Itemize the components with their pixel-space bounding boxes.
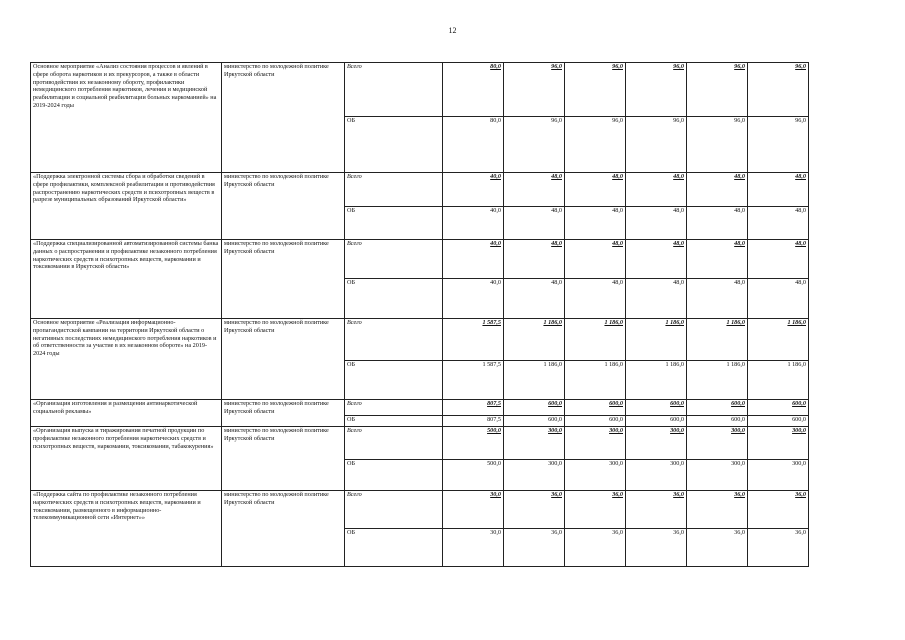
funding-source-ob: ОБ (345, 117, 443, 173)
ob-value: 1 186,0 (687, 361, 748, 400)
ob-value: 1 186,0 (565, 361, 626, 400)
total-value: 48,0 (565, 240, 626, 279)
activity-name: «Организация выпуска и тиражирования печатной продукции по профилактике незаконного потребления наркотических средств и психотропных веществ, наркомании, токсикомании, табакокурения» (31, 427, 222, 491)
total-value: 600,0 (748, 400, 809, 416)
ob-value: 300,0 (504, 460, 565, 491)
activity-name: «Поддержка специализированной автоматизированной системы банка данных о распространении и профилактике незаконного потребления наркотических средств и психотропных веществ, наркомании и токсикомании в Иркутской области» (31, 240, 222, 319)
total-value: 48,0 (504, 240, 565, 279)
table-row (31, 173, 809, 207)
ob-value: 48,0 (565, 207, 626, 240)
executor: министерство по молодежной политике Иркутской области (222, 63, 345, 173)
ob-value: 1 186,0 (748, 361, 809, 400)
total-value: 1 186,0 (504, 319, 565, 361)
total-value: 48,0 (504, 173, 565, 207)
ob-value: 1 186,0 (626, 361, 687, 400)
funding-source-ob: ОБ (345, 416, 443, 427)
ob-value: 96,0 (687, 117, 748, 173)
page-number: 12 (448, 26, 457, 35)
total-value: 48,0 (748, 240, 809, 279)
total-value: 807,5 (443, 400, 504, 416)
ob-value: 96,0 (504, 117, 565, 173)
ob-value: 36,0 (504, 529, 565, 567)
total-value: 600,0 (687, 400, 748, 416)
funding-source-ob: ОБ (345, 361, 443, 400)
table-row (31, 400, 809, 416)
ob-value: 300,0 (626, 460, 687, 491)
ob-value: 600,0 (748, 416, 809, 427)
total-value: 48,0 (626, 240, 687, 279)
funding-source-total: Всего (345, 63, 443, 117)
ob-value: 807,5 (443, 416, 504, 427)
total-value: 80,0 (443, 63, 504, 117)
total-value: 500,0 (443, 427, 504, 460)
ob-value: 1 186,0 (504, 361, 565, 400)
ob-value: 600,0 (687, 416, 748, 427)
total-value: 1 587,5 (443, 319, 504, 361)
table-row (31, 427, 809, 460)
executor: министерство по молодежной политике Иркутской области (222, 240, 345, 319)
ob-value: 48,0 (687, 279, 748, 319)
ob-value: 36,0 (565, 529, 626, 567)
total-value: 300,0 (504, 427, 565, 460)
ob-value: 80,0 (443, 117, 504, 173)
ob-value: 48,0 (504, 207, 565, 240)
executor: министерство по молодежной политике Иркутской области (222, 173, 345, 240)
total-value: 300,0 (626, 427, 687, 460)
ob-value: 40,0 (443, 207, 504, 240)
ob-value: 300,0 (748, 460, 809, 491)
total-value: 300,0 (748, 427, 809, 460)
total-value: 36,0 (565, 491, 626, 529)
total-value: 300,0 (687, 427, 748, 460)
total-value: 96,0 (626, 63, 687, 117)
total-value: 48,0 (565, 173, 626, 207)
total-value: 1 186,0 (565, 319, 626, 361)
ob-value: 48,0 (626, 207, 687, 240)
funding-source-ob: ОБ (345, 207, 443, 240)
funding-source-total: Всего (345, 319, 443, 361)
total-value: 36,0 (687, 491, 748, 529)
ob-value: 600,0 (626, 416, 687, 427)
executor: министерство по молодежной политике Иркутской области (222, 491, 345, 567)
total-value: 600,0 (626, 400, 687, 416)
ob-value: 36,0 (687, 529, 748, 567)
ob-value: 600,0 (504, 416, 565, 427)
total-value: 36,0 (626, 491, 687, 529)
funding-source-ob: ОБ (345, 529, 443, 567)
ob-value: 40,0 (443, 279, 504, 319)
total-value: 96,0 (565, 63, 626, 117)
funding-source-total: Всего (345, 400, 443, 416)
ob-value: 600,0 (565, 416, 626, 427)
executor: министерство по молодежной политике Иркутской области (222, 400, 345, 427)
total-value: 48,0 (748, 173, 809, 207)
ob-value: 48,0 (687, 207, 748, 240)
activity-name: Основное мероприятие «Анализ состояния процессов и явлений в сфере оборота наркотиков и их прекурсоров, а также в области противодействия их незаконному обороту, профилактики немедицинского потребления наркотиков, лечения и медицинской реабилитации и социальной реабилитации больных наркоманией» на 2019-2024 годы (31, 63, 222, 173)
total-value: 48,0 (687, 173, 748, 207)
funding-source-total: Всего (345, 240, 443, 279)
ob-value: 36,0 (626, 529, 687, 567)
total-value: 1 186,0 (748, 319, 809, 361)
total-value: 96,0 (504, 63, 565, 117)
activity-name: «Организация изготовления и размещения антинаркотической социальной рекламы» (31, 400, 222, 427)
ob-value: 48,0 (565, 279, 626, 319)
ob-value: 30,0 (443, 529, 504, 567)
ob-value: 48,0 (626, 279, 687, 319)
ob-value: 300,0 (565, 460, 626, 491)
table-row (31, 491, 809, 529)
funding-source-total: Всего (345, 491, 443, 529)
ob-value: 500,0 (443, 460, 504, 491)
activity-name: Основное мероприятие «Реализация информационно-пропагандистской кампании на территории Иркутской области о негативных последствиях немедицинского потребления наркотиков и об ответственности за участие в их незаконном обороте» на 2019-2024 годы (31, 319, 222, 400)
total-value: 600,0 (504, 400, 565, 416)
activity-name: «Поддержка сайта по профилактике незаконного потребления наркотических средств и психотропных веществ, наркомании и токсикомании, размещенного в информационно-телекоммуникационной сети «Интернет»» (31, 491, 222, 567)
total-value: 40,0 (443, 240, 504, 279)
total-value: 1 186,0 (687, 319, 748, 361)
total-value: 600,0 (565, 400, 626, 416)
funding-source-ob: ОБ (345, 279, 443, 319)
total-value: 96,0 (748, 63, 809, 117)
ob-value: 96,0 (748, 117, 809, 173)
funding-source-total: Всего (345, 427, 443, 460)
ob-value: 48,0 (748, 207, 809, 240)
ob-value: 300,0 (687, 460, 748, 491)
total-value: 96,0 (687, 63, 748, 117)
total-value: 36,0 (504, 491, 565, 529)
total-value: 48,0 (626, 173, 687, 207)
total-value: 48,0 (687, 240, 748, 279)
ob-value: 36,0 (748, 529, 809, 567)
funding-source-total: Всего (345, 173, 443, 207)
ob-value: 48,0 (748, 279, 809, 319)
funding-source-ob: ОБ (345, 460, 443, 491)
table-row (31, 63, 809, 117)
table-row (31, 240, 809, 279)
ob-value: 1 587,5 (443, 361, 504, 400)
ob-value: 96,0 (626, 117, 687, 173)
ob-value: 96,0 (565, 117, 626, 173)
activity-name: «Поддержка электронной системы сбора и обработки сведений в сфере профилактики, комплексной реабилитации и противодействия распространению наркотических средств и психотропных веществ в разрезе муниципальных образований Иркутской области» (31, 173, 222, 240)
total-value: 36,0 (748, 491, 809, 529)
executor: министерство по молодежной политике Иркутской области (222, 427, 345, 491)
table-row (31, 319, 809, 361)
total-value: 1 186,0 (626, 319, 687, 361)
executor: министерство по молодежной политике Иркутской области (222, 319, 345, 400)
ob-value: 48,0 (504, 279, 565, 319)
total-value: 30,0 (443, 491, 504, 529)
budget-table (30, 62, 809, 567)
total-value: 300,0 (565, 427, 626, 460)
total-value: 40,0 (443, 173, 504, 207)
